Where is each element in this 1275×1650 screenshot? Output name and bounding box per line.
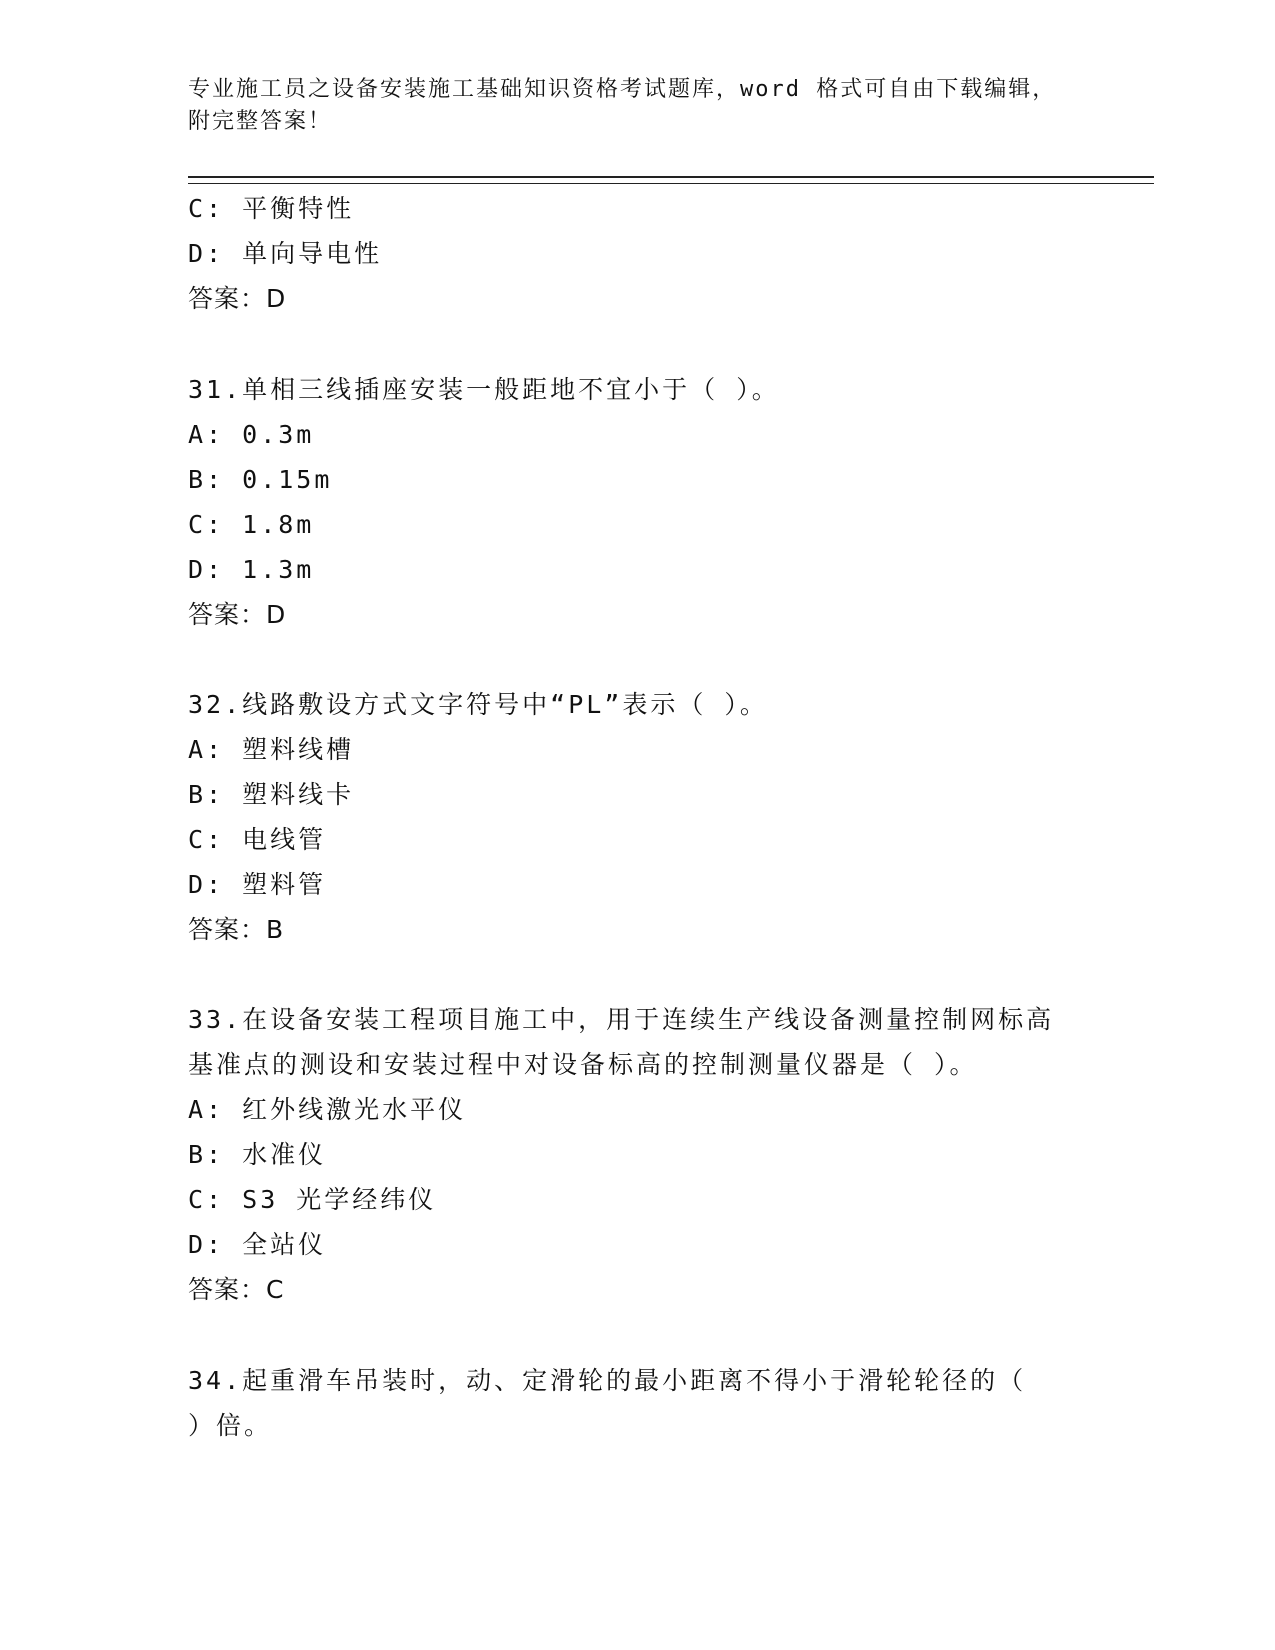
q33-option-b: B: 水准仪 [188,1140,327,1169]
q31-option-c: C: 1.8m [188,510,315,539]
q31-option-a: A: 0.3m [188,420,315,449]
q32-option-a: A: 塑料线槽 [188,735,355,764]
q31-answer: 答案：D [188,600,287,629]
q34-stem-line-1: 34.起重滑车吊装时，动、定滑轮的最小距离不得小于滑轮轮径的（ [188,1366,1027,1395]
header-line-2: 附完整答案！ [188,109,333,134]
header-line-1: 专业施工员之设备安装施工基础知识资格考试题库，word 格式可自由下载编辑， [188,77,1057,102]
q32-option-c: C: 电线管 [188,825,327,854]
q32-option-d: D: 塑料管 [188,870,327,899]
q33-option-d: D: 全站仪 [188,1230,327,1259]
header-rule-thick [188,176,1154,178]
q33-option-a: A: 红外线激光水平仪 [188,1095,467,1124]
q32-option-b: B: 塑料线卡 [188,780,355,809]
q30-option-d: D: 单向导电性 [188,239,383,268]
q33-stem-line-1: 33.在设备安装工程项目施工中，用于连续生产线设备测量控制网标高 [188,1005,1055,1034]
q31-option-b: B: 0.15m [188,465,333,494]
q34-stem-line-2: ）倍。 [188,1411,273,1440]
q31-option-d: D: 1.3m [188,555,315,584]
q31-stem: 31.单相三线插座安装一般距地不宜小于（ ）。 [188,375,780,404]
q32-answer: 答案：B [188,915,285,944]
header-rule-thin [188,183,1154,184]
q30-option-c: C: 平衡特性 [188,194,355,223]
q30-answer: 答案：D [188,284,287,313]
q33-stem-line-2: 基准点的测设和安装过程中对设备标高的控制测量仪器是（ ）。 [188,1050,978,1079]
q33-option-c: C: S3 光学经纬仪 [188,1185,437,1214]
q32-stem: 32.线路敷设方式文字符号中“PL”表示（ ）。 [188,690,768,719]
q33-answer: 答案：C [188,1275,285,1304]
document-header [188,74,1068,138]
